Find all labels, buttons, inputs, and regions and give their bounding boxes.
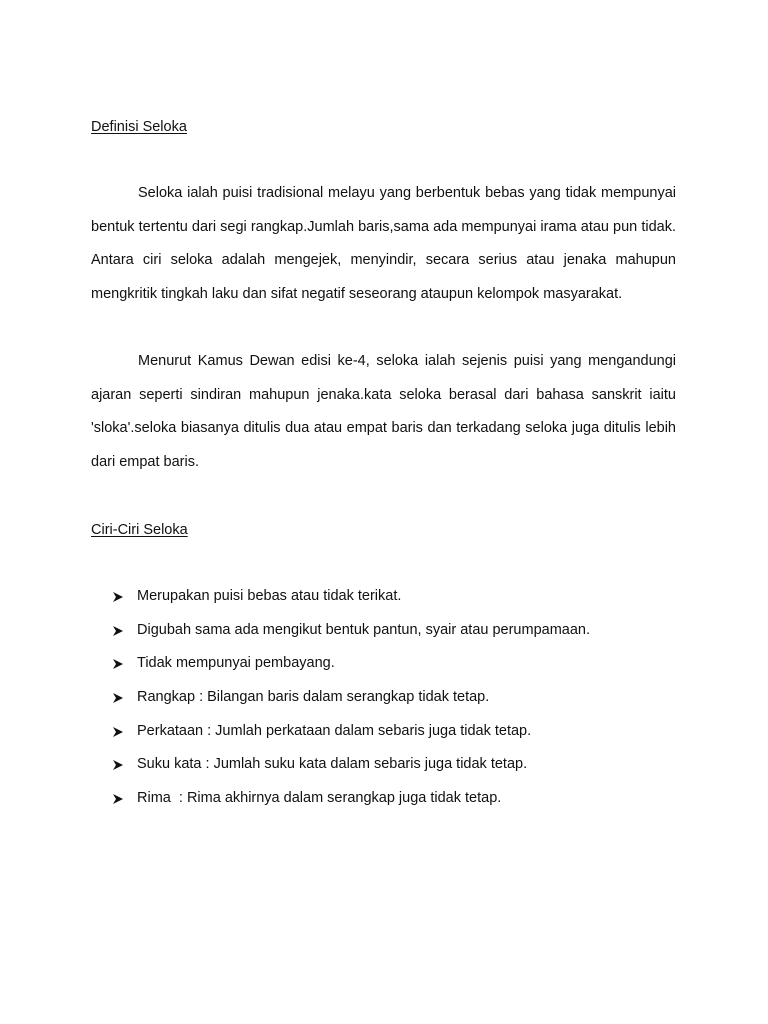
list-item-text: Digubah sama ada mengikut bentuk pantun, syair atau perumpamaan. (137, 621, 591, 638)
arrowhead-bullet-icon (112, 591, 137, 603)
arrowhead-bullet-icon (112, 625, 137, 637)
list-item-text: Suku kata : Jumlah suku kata dalam sebaris juga tidak tetap. (137, 756, 528, 773)
arrowhead-bullet-icon (112, 692, 137, 704)
list-item (112, 580, 712, 614)
definition-paragraph-1: Seloka ialah puisi tradisional melayu yang berbentuk bebas yang tidak mempunyai bentuk tertentu dari segi rangkap.Jumlah baris,sama ada mempunyai irama atau pun tidak. Antara ciri seloka adalah mengejek, menyindir, secara serius atau jenaka mahupun mengkritik tingkah laku dan sifat negatif seseorang ataupun kelompok masyarakat. (91, 185, 676, 302)
arrowhead-bullet-icon (112, 658, 137, 670)
definition-paragraph-2: Menurut Kamus Dewan edisi ke-4, seloka ialah sejenis puisi yang mengandungi ajaran seperti sindiran mahupun jenaka.kata seloka berasal dari bahasa sanskrit iaitu 'sloka'.seloka biasanya ditulis dua atau empat baris dan terkadang seloka juga ditulis lebih dari empat baris. (91, 353, 676, 470)
list-item (112, 614, 712, 648)
heading-ciri-ciri-seloka: Ciri-Ciri Seloka (91, 522, 188, 538)
list-item (112, 681, 712, 715)
characteristics-list (112, 580, 712, 816)
arrowhead-bullet-icon (112, 726, 137, 738)
list-item-text: Merupakan puisi bebas atau tidak terikat. (137, 588, 402, 604)
heading-definisi-seloka: Definisi Seloka (91, 119, 187, 135)
list-item-text: Rangkap : Bilangan baris dalam serangkap tidak tetap. (137, 689, 490, 706)
arrowhead-bullet-icon (112, 793, 137, 805)
list-item-text: Rima : Rima akhirnya dalam serangkap juga tidak tetap. (137, 790, 502, 807)
list-item (112, 748, 712, 782)
list-item (112, 782, 712, 816)
arrowhead-bullet-icon (112, 759, 137, 771)
list-item (112, 647, 712, 681)
list-item (112, 715, 712, 749)
list-item-text: Perkataan : Jumlah perkataan dalam sebaris juga tidak tetap. (137, 722, 532, 739)
list-item-text: Tidak mempunyai pembayang. (137, 655, 335, 672)
